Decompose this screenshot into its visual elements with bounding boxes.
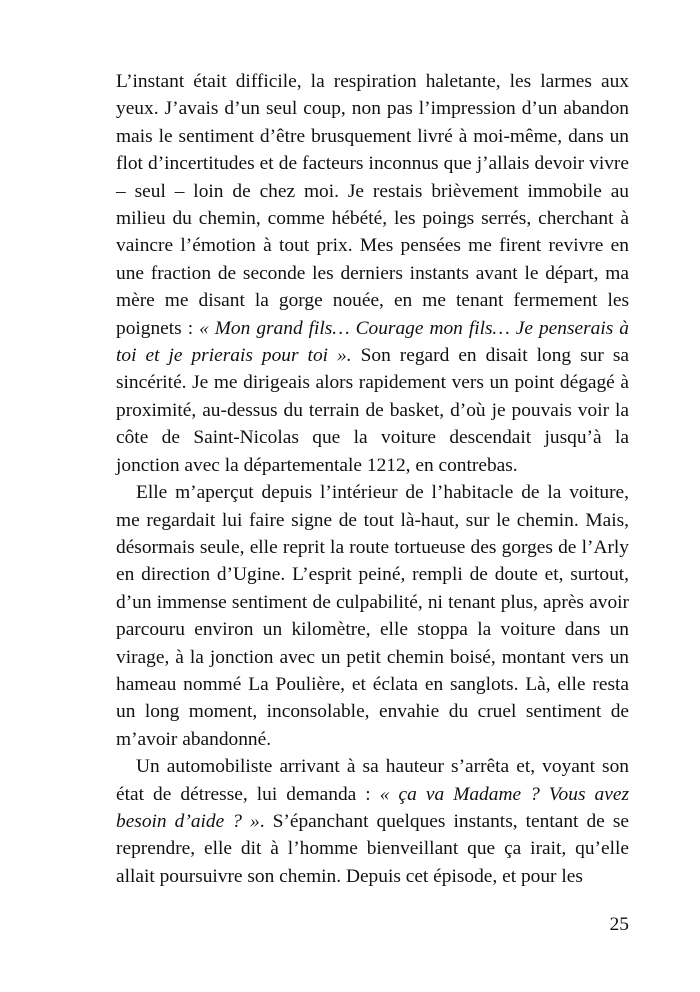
body-text xyxy=(116,68,629,890)
paragraph-3-text-1: Un automobiliste arrivant à sa hauteur s’arrêta et, voyant son état de détresse, lui demanda : xyxy=(116,756,629,805)
paragraph-2 xyxy=(116,479,629,753)
paragraph-1 xyxy=(116,68,629,479)
paragraph-1-text-1: L’instant était difficile, la respiration haletante, les larmes aux yeux. J’avais d’un seul coup, non pas l’impression d’un abandon mais le sentiment d’être brusquement livré à moi-même, dans un flot d’incertitudes et de facteurs inconnus que j’allais devoir vivre – seul – loin de chez moi. Je restais brièvement immobile au milieu du chemin, comme hébété, les poings serrés, cherchant à vaincre l’émotion à tout prix. Mes pensées me firent revivre en une fraction de seconde les derniers instants avant le départ, ma mère me disant la gorge nouée, en me tenant fermement les poignets : xyxy=(116,71,629,339)
paragraph-3-text-2: . S’épanchant quelques instants, tentant de se reprendre, elle dit à l’homme bienveillant que ça irait, qu’elle allait poursuivre son chemin. Depuis cet épisode, et pour les xyxy=(116,810,629,887)
paragraph-3 xyxy=(116,753,629,890)
page-number: 25 xyxy=(609,914,629,935)
paragraph-3-quote: « ça va Madame ? Vous avez besoin d’aide ? » xyxy=(116,783,629,832)
paragraph-2-text: Elle m’aperçut depuis l’intérieur de l’habitacle de la voiture, me regardait lui faire signe de tout là-haut, sur le chemin. Mais, désormais seule, elle reprit la route tortueuse des gorges de l’Arly en direction d’Ugine. L’esprit peiné, rempli de doute et, surtout, d’un immense sentiment de culpabilité, ni tenant plus, après avoir parcouru environ un kilomètre, elle stoppa la voiture dans un virage, à la jonction avec un petit chemin boisé, montant vers un hameau nommé La Poulière, et éclata en sanglots. Là, elle resta un long moment, inconsolable, envahie du cruel sentiment de m’avoir abandonné. xyxy=(116,482,629,750)
paragraph-1-quote: « Mon grand fils… Courage mon fils… Je penserais à toi et je prierais pour toi ». xyxy=(116,317,629,367)
paragraph-1-text-2: Son regard en disait long sur sa sincérité. Je me dirigeais alors rapidement vers un point dégagé à proximité, au-dessus du terrain de basket, d’où je pouvais voir la côte de Saint-Nicolas que la voiture descendait jusqu’à la jonction avec la départementale 1212, en contrebas. xyxy=(116,345,630,476)
